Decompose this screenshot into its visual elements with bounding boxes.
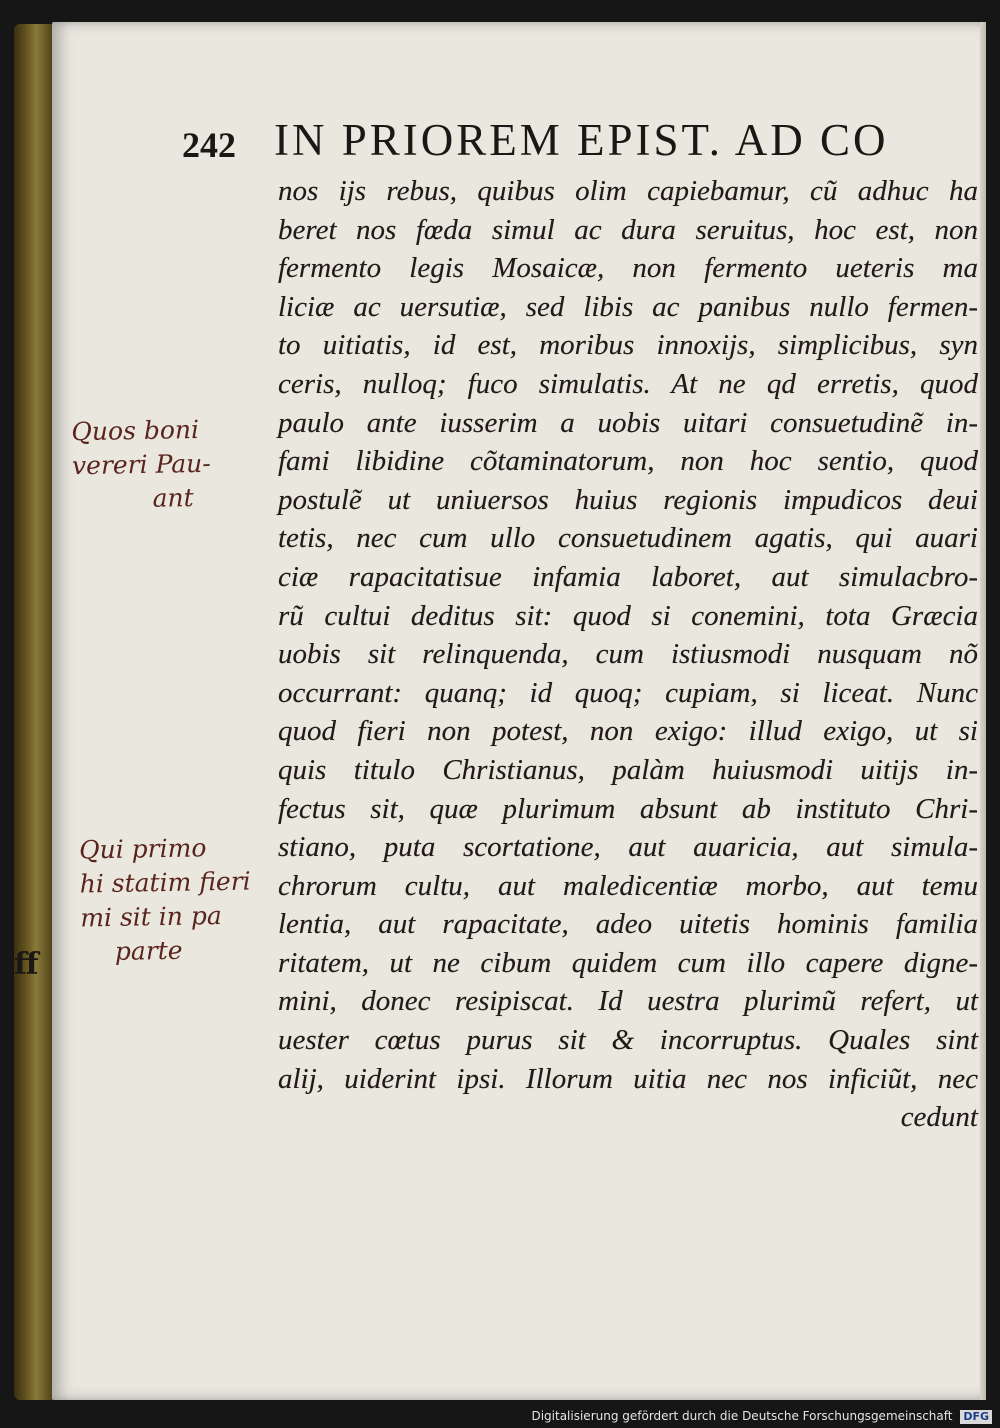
text-line: cedunt — [900, 1101, 978, 1134]
text-line: liciæ ac uersutiæ, sed libis ac panibus nullo fermen- — [278, 290, 978, 323]
marginal-note-line: vereri Pau- — [71, 448, 211, 481]
book-spine — [14, 24, 54, 1400]
marginal-note-line: Qui primo — [78, 833, 207, 865]
digitization-credit — [0, 1406, 992, 1426]
text-line: chrorum cultu, aut maledicentiæ morbo, aut temu — [278, 869, 978, 902]
text-line: alij, uiderint ipsi. Illorum uitia nec nos inficiũt, nec — [278, 1062, 978, 1095]
credit-text: Digitalisierung gefördert durch die Deutsche Forschungsgemeinschaft — [531, 1409, 953, 1423]
text-line: to uitiatis, id est, moribus innoxijs, simplicibus, syn — [278, 329, 978, 362]
text-line: beret nos fœda simul ac dura seruitus, hoc est, non — [278, 213, 978, 246]
text-line: fermento legis Mosaicæ, non fermento ueteris ma — [278, 252, 978, 285]
text-line: ceris, nulloq; fuco simulatis. At ne qd erretis, quod — [278, 367, 978, 400]
text-line: fectus sit, quæ plurimum absunt ab instituto Chri- — [278, 792, 978, 825]
text-line: ritatem, ut ne cibum quidem cum illo capere digne- — [278, 946, 978, 979]
marginal-note-1 — [71, 413, 211, 517]
page-edge — [980, 22, 986, 1400]
page-header — [182, 114, 962, 174]
marginal-note-line: parte — [114, 935, 183, 966]
page-number: 242 — [182, 125, 236, 165]
text-line: fami libidine cõtaminatorum, non hoc sentio, quod — [278, 445, 978, 478]
text-line: postulẽ ut uniuersos huius regionis impudicos deui — [278, 483, 978, 516]
marginal-note-line: ant — [152, 483, 194, 513]
book-page — [14, 22, 986, 1400]
text-line: stiano, puta scortatione, aut auaricia, aut simula- — [278, 831, 978, 864]
text-line: rũ cultui deditus sit: quod si conemini, tota Græcia — [278, 599, 978, 632]
text-line: paulo ante iusserim a uobis uitari consuetudinẽ in- — [278, 406, 978, 439]
text-line: uester cœtus purus sit & incorruptus. Quales sint — [278, 1024, 978, 1057]
marginal-note-2 — [79, 831, 252, 970]
text-line: tetis, nec cum ullo consuetudinem agatis, qui auari — [278, 522, 978, 555]
marginal-note-line: Quos boni — [71, 414, 200, 447]
marginal-note-line: hi statim fieri — [79, 866, 251, 899]
dfg-logo-icon: DFG — [960, 1410, 992, 1424]
text-line: quod fieri non potest, non exigo: illud exigo, ut si — [278, 715, 978, 748]
text-line: occurrant: quanq; id quoq; cupiam, si liceat. Nunc — [278, 676, 978, 709]
text-line: uobis sit relinquenda, cum istiusmodi nusquam nõ — [278, 638, 978, 671]
text-line: quis titulo Christianus, palàm huiusmodi uitijs in- — [278, 753, 978, 786]
text-line: lentia, aut rapacitate, adeo uitetis hominis familia — [278, 908, 978, 941]
running-head: IN PRIOREM EPIST. AD CO — [274, 115, 889, 165]
text-line: nos ijs rebus, quibus olim capiebamur, cũ adhuc ha — [278, 175, 978, 207]
text-line: mini, donec resipiscat. Id uestra plurimũ refert, ut — [278, 985, 978, 1018]
text-line: ciæ rapacitatisue infamia laboret, aut simulacbro- — [278, 560, 978, 593]
main-text-block — [278, 172, 978, 1137]
marginal-note-line: mi sit in pa — [80, 901, 222, 933]
marginal-mark: ff — [14, 947, 39, 982]
